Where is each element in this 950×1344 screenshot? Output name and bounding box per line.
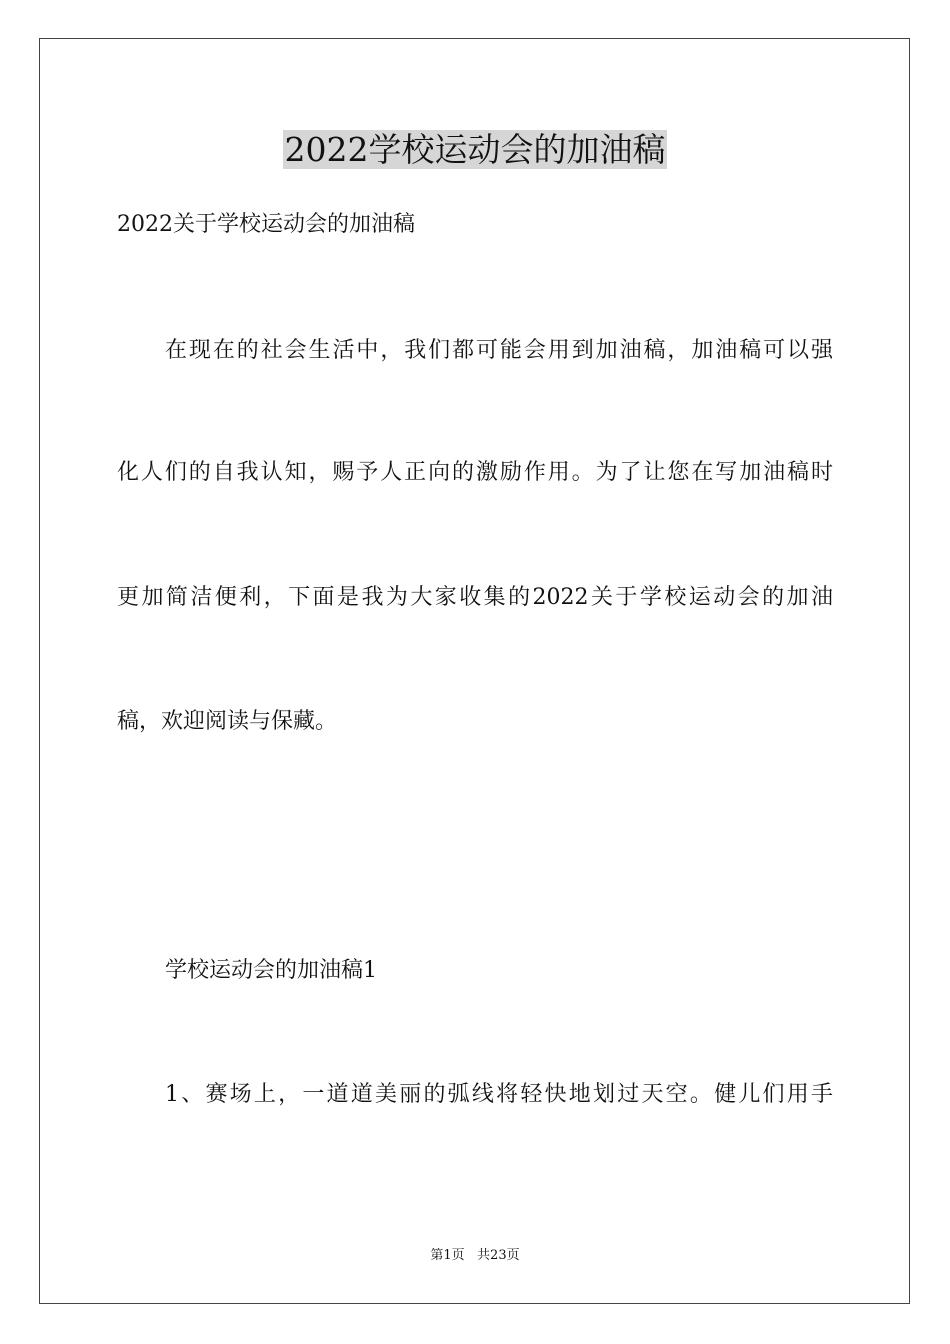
document-title	[0, 128, 950, 172]
document-title-text: 2022学校运动会的加油稿	[284, 130, 666, 169]
section-heading: 学校运动会的加油稿1	[165, 958, 377, 983]
paragraph-line-4: 稿，欢迎阅读与保藏。	[117, 709, 338, 734]
list-item-1: 1、赛场上，一道道美丽的弧线将轻快地划过天空。健儿们用手	[165, 1082, 833, 1107]
document-subtitle: 2022关于学校运动会的加油稿	[117, 212, 415, 237]
paragraph-line-3: 更加简洁便利，下面是我为大家收集的2022关于学校运动会的加油	[117, 585, 833, 610]
paragraph-line-1: 在现在的社会生活中，我们都可能会用到加油稿，加油稿可以强	[165, 338, 833, 363]
paragraph-line-2: 化人们的自我认知，赐予人正向的激励作用。为了让您在写加油稿时	[117, 460, 833, 485]
page-number-footer: 第1页 共23页	[430, 1248, 520, 1263]
